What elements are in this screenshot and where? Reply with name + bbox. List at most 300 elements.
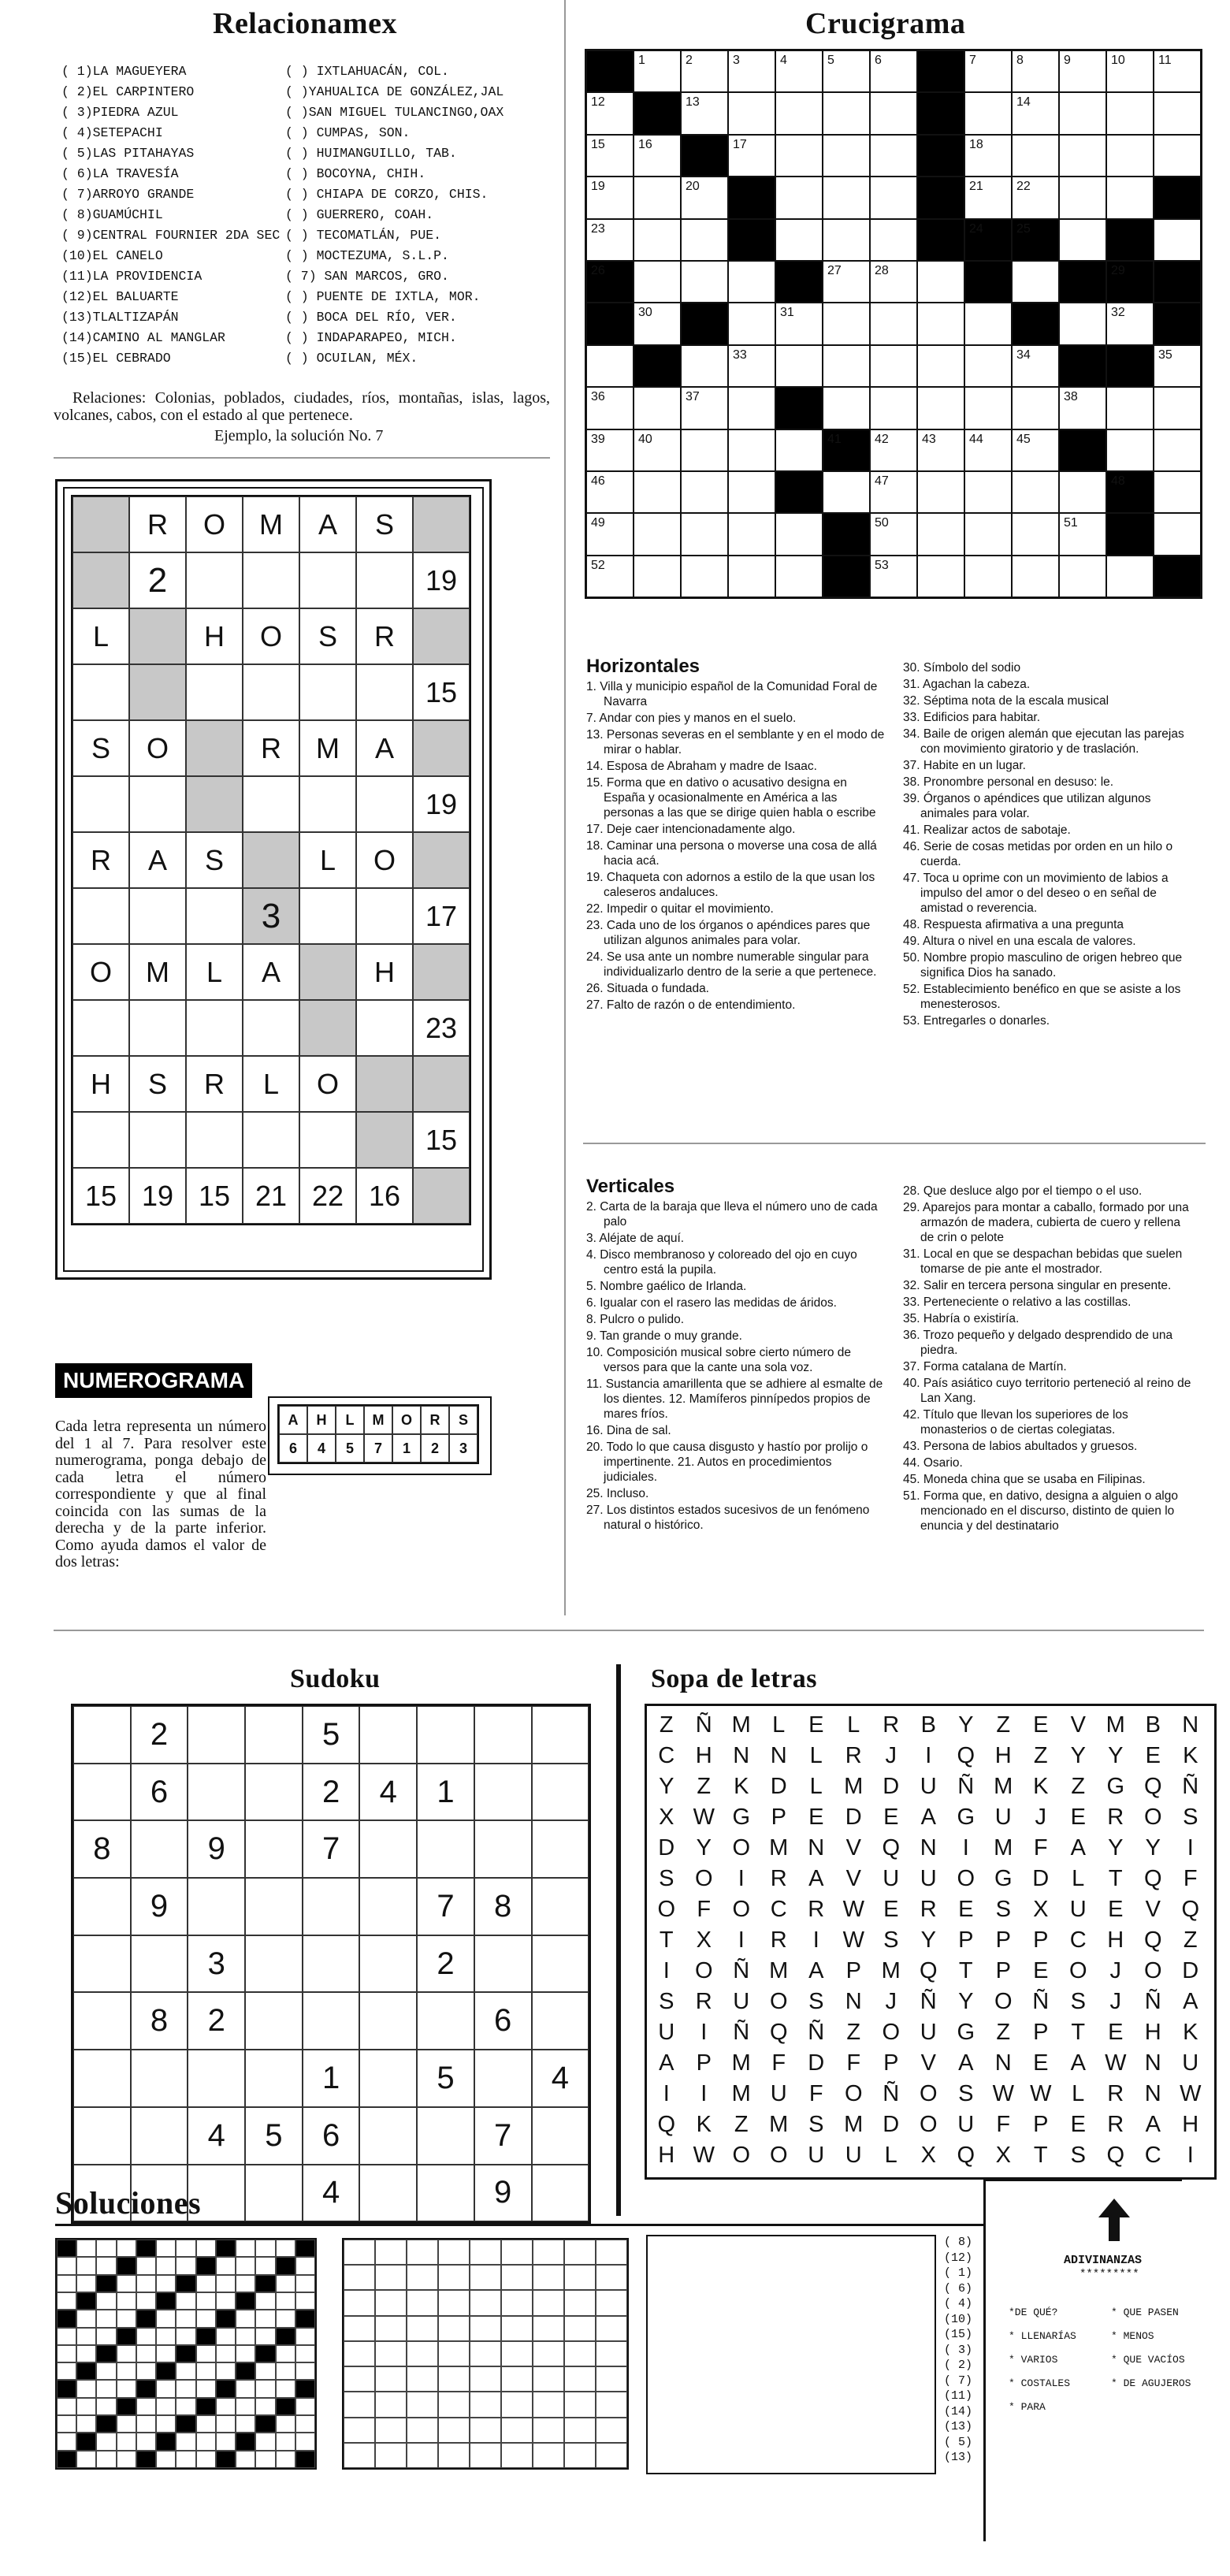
- word-search-letter[interactable]: N: [1144, 2081, 1161, 2106]
- word-search-letter[interactable]: P: [1033, 1927, 1049, 1953]
- crossword-cell[interactable]: [1106, 92, 1154, 134]
- crossword-cell[interactable]: [917, 387, 964, 429]
- crossword-cell[interactable]: [870, 429, 917, 471]
- crossword-cell[interactable]: [728, 513, 775, 555]
- crossword-cell[interactable]: [1059, 556, 1106, 597]
- word-search-letter[interactable]: D: [658, 1835, 675, 1860]
- crossword-cell[interactable]: [728, 92, 775, 134]
- word-search-letter[interactable]: U: [658, 2020, 675, 2045]
- word-search-letter[interactable]: D: [770, 1774, 787, 1799]
- sudoku-cell[interactable]: [245, 1764, 303, 1821]
- word-search-letter[interactable]: Z: [996, 2020, 1011, 2045]
- crossword-cell[interactable]: [1154, 429, 1201, 471]
- crossword-cell[interactable]: [586, 513, 634, 555]
- word-search-letter[interactable]: Y: [1145, 1835, 1161, 1860]
- word-search-letter[interactable]: Y: [1108, 1835, 1124, 1860]
- word-search-letter[interactable]: D: [1182, 1958, 1199, 1983]
- word-search-letter[interactable]: T: [659, 1927, 674, 1953]
- word-search-letter[interactable]: H: [1144, 2020, 1161, 2045]
- word-search-letter[interactable]: F: [808, 2081, 823, 2106]
- word-search-letter[interactable]: F: [1183, 1866, 1198, 1891]
- crossword-cell[interactable]: [823, 219, 870, 261]
- word-search-letter[interactable]: W: [1030, 2081, 1052, 2106]
- word-search-letter[interactable]: J: [1109, 1958, 1121, 1983]
- crossword-cell[interactable]: [917, 513, 964, 555]
- crossword-cell[interactable]: [917, 429, 964, 471]
- word-search-letter[interactable]: U: [733, 1989, 750, 2014]
- word-search-letter[interactable]: E: [1033, 1958, 1049, 1983]
- crossword-cell[interactable]: [1106, 135, 1154, 177]
- word-search-letter[interactable]: Ñ: [920, 1989, 937, 2014]
- word-search-letter[interactable]: W: [693, 2143, 715, 2168]
- word-search-letter[interactable]: V: [1070, 1712, 1086, 1738]
- crossword-cell[interactable]: [728, 261, 775, 303]
- word-search-letter[interactable]: S: [883, 1927, 899, 1953]
- crossword-cell[interactable]: [728, 50, 775, 92]
- word-search-letter[interactable]: P: [883, 2050, 899, 2076]
- word-search-letter[interactable]: C: [770, 1897, 787, 1922]
- sudoku-cell[interactable]: [245, 1935, 303, 1993]
- word-search-letter[interactable]: D: [1032, 1866, 1050, 1891]
- sudoku-cell[interactable]: [73, 1764, 131, 1821]
- crossword-cell[interactable]: [634, 135, 681, 177]
- crossword-cell[interactable]: [728, 556, 775, 597]
- word-search-letter[interactable]: Q: [882, 1835, 901, 1860]
- word-search-letter[interactable]: M: [769, 2112, 789, 2137]
- crossword-cell[interactable]: [964, 177, 1012, 218]
- word-search-letter[interactable]: G: [732, 1805, 751, 1830]
- word-search-letter[interactable]: O: [919, 2081, 938, 2106]
- crossword-cell[interactable]: [1154, 50, 1201, 92]
- word-search-letter[interactable]: E: [1070, 2112, 1086, 2137]
- crossword-cell[interactable]: [1154, 513, 1201, 555]
- word-search-letter[interactable]: M: [731, 2050, 751, 2076]
- word-search-letter[interactable]: I: [925, 1743, 932, 1768]
- word-search-letter[interactable]: U: [1182, 2050, 1199, 2076]
- sudoku-cell[interactable]: [245, 1706, 303, 1764]
- word-search-letter[interactable]: M: [994, 1835, 1013, 1860]
- word-search-letter[interactable]: Ñ: [695, 1712, 712, 1738]
- word-search-letter[interactable]: F: [846, 2050, 861, 2076]
- crossword-cell[interactable]: [1154, 219, 1201, 261]
- sudoku-cell[interactable]: [532, 1992, 589, 2050]
- crossword-cell[interactable]: [1059, 303, 1106, 344]
- crossword-cell[interactable]: [1012, 471, 1059, 513]
- crossword-cell[interactable]: [681, 261, 728, 303]
- word-search-letter[interactable]: H: [658, 2143, 675, 2168]
- sudoku-cell[interactable]: [131, 2050, 188, 2107]
- crossword-cell[interactable]: [775, 92, 823, 134]
- word-search-letter[interactable]: I: [700, 2081, 708, 2106]
- word-search-letter[interactable]: U: [920, 1866, 937, 1891]
- sudoku-cell[interactable]: [73, 1935, 131, 1993]
- word-search-letter[interactable]: L: [1072, 1866, 1085, 1891]
- crossword-cell[interactable]: [1012, 261, 1059, 303]
- word-search-letter[interactable]: Q: [1143, 1927, 1162, 1953]
- word-search-letter[interactable]: O: [994, 1989, 1013, 2014]
- word-search-letter[interactable]: M: [994, 1774, 1013, 1799]
- word-search-letter[interactable]: D: [808, 2050, 825, 2076]
- crossword-cell[interactable]: [1154, 345, 1201, 387]
- crossword-cell[interactable]: [586, 345, 634, 387]
- word-search-letter[interactable]: U: [883, 1866, 900, 1891]
- word-search-letter[interactable]: H: [1107, 1927, 1124, 1953]
- word-search-letter[interactable]: O: [732, 2143, 751, 2168]
- crossword-cell[interactable]: [681, 429, 728, 471]
- word-search-letter[interactable]: C: [1144, 2143, 1161, 2168]
- word-search-letter[interactable]: L: [772, 1712, 786, 1738]
- word-search-letter[interactable]: Z: [1033, 1743, 1048, 1768]
- sudoku-cell[interactable]: [73, 1706, 131, 1764]
- word-search-letter[interactable]: C: [658, 1743, 675, 1768]
- word-search-letter[interactable]: E: [1108, 1897, 1124, 1922]
- word-search-letter[interactable]: B: [1145, 1712, 1161, 1738]
- crossword-cell[interactable]: [728, 387, 775, 429]
- crossword-cell[interactable]: [681, 92, 728, 134]
- word-search-letter[interactable]: W: [842, 1897, 864, 1922]
- word-search-letter[interactable]: Z: [659, 1712, 674, 1738]
- word-search-letter[interactable]: Ñ: [883, 2081, 900, 2106]
- crossword-cell[interactable]: [634, 471, 681, 513]
- crossword-cell[interactable]: [634, 50, 681, 92]
- sudoku-cell[interactable]: [188, 1878, 245, 1935]
- word-search-letter[interactable]: I: [738, 1927, 745, 1953]
- word-search-letter[interactable]: S: [808, 1989, 824, 2014]
- crossword-cell[interactable]: [775, 219, 823, 261]
- crossword-cell[interactable]: [586, 471, 634, 513]
- word-search-letter[interactable]: K: [1033, 1774, 1049, 1799]
- word-search-letter[interactable]: L: [809, 1743, 823, 1768]
- word-search-letter[interactable]: V: [1145, 1897, 1161, 1922]
- word-search-letter[interactable]: X: [995, 2143, 1011, 2168]
- crossword-cell[interactable]: [775, 429, 823, 471]
- word-search-letter[interactable]: E: [808, 1805, 824, 1830]
- word-search-letter[interactable]: G: [957, 2020, 975, 2045]
- word-search-letter[interactable]: F: [996, 2112, 1011, 2137]
- word-search-letter[interactable]: P: [1033, 2112, 1049, 2137]
- word-search-letter[interactable]: P: [958, 1927, 974, 1953]
- sudoku-cell[interactable]: [532, 1764, 589, 1821]
- crossword-cell[interactable]: [823, 471, 870, 513]
- word-search-letter[interactable]: F: [771, 2050, 786, 2076]
- crossword-cell[interactable]: [681, 177, 728, 218]
- word-search-letter[interactable]: W: [1180, 2081, 1202, 2106]
- crossword-cell[interactable]: [1106, 429, 1154, 471]
- crossword-cell[interactable]: [823, 303, 870, 344]
- crossword-cell[interactable]: [1154, 135, 1201, 177]
- word-search-letter[interactable]: O: [957, 1866, 975, 1891]
- word-search-letter[interactable]: K: [1183, 1743, 1198, 1768]
- word-search-letter[interactable]: I: [1187, 1835, 1194, 1860]
- word-search-letter[interactable]: O: [882, 2020, 901, 2045]
- crossword-cell[interactable]: [1012, 387, 1059, 429]
- word-search-letter[interactable]: G: [1106, 1774, 1125, 1799]
- word-search-letter[interactable]: P: [995, 1958, 1011, 1983]
- word-search-letter[interactable]: T: [1033, 2143, 1048, 2168]
- word-search-letter[interactable]: E: [1108, 2020, 1124, 2045]
- crossword-cell[interactable]: [870, 345, 917, 387]
- crossword-cell[interactable]: [870, 471, 917, 513]
- word-search-letter[interactable]: E: [1145, 1743, 1161, 1768]
- word-search-letter[interactable]: Q: [1143, 1774, 1162, 1799]
- word-search-letter[interactable]: Z: [996, 1712, 1011, 1738]
- word-search-letter[interactable]: Ñ: [1144, 1989, 1161, 2014]
- sudoku-cell[interactable]: [73, 2050, 131, 2107]
- sudoku-cell[interactable]: [532, 2165, 589, 2222]
- word-search-letter[interactable]: P: [771, 1805, 786, 1830]
- crossword-cell[interactable]: [775, 345, 823, 387]
- crossword-cell[interactable]: [634, 429, 681, 471]
- sudoku-cell[interactable]: [474, 2050, 532, 2107]
- crossword-cell[interactable]: [1059, 513, 1106, 555]
- word-search-letter[interactable]: A: [1145, 2112, 1161, 2137]
- word-search-letter[interactable]: Y: [659, 1774, 674, 1799]
- word-search-letter[interactable]: T: [1108, 1866, 1123, 1891]
- word-search-letter[interactable]: B: [920, 1712, 936, 1738]
- crossword-cell[interactable]: [775, 177, 823, 218]
- word-search-letter[interactable]: V: [920, 2050, 936, 2076]
- word-search-letter[interactable]: O: [919, 2112, 938, 2137]
- word-search-letter[interactable]: S: [1070, 1989, 1086, 2014]
- word-search-letter[interactable]: R: [695, 1989, 712, 2014]
- word-search-letter[interactable]: Ñ: [1032, 1989, 1050, 2014]
- word-search-letter[interactable]: N: [1144, 2050, 1161, 2076]
- crossword-cell[interactable]: [1059, 92, 1106, 134]
- word-search-letter[interactable]: P: [995, 1927, 1011, 1953]
- crossword-cell[interactable]: [728, 345, 775, 387]
- word-search-letter[interactable]: W: [1105, 2050, 1127, 2076]
- crossword-cell[interactable]: [586, 556, 634, 597]
- word-search-letter[interactable]: Z: [846, 2020, 861, 2045]
- word-search-letter[interactable]: H: [1182, 2112, 1199, 2137]
- word-search-letter[interactable]: O: [844, 2081, 863, 2106]
- word-search-letter[interactable]: J: [1109, 1989, 1121, 2014]
- sudoku-cell[interactable]: [359, 1706, 417, 1764]
- crossword-cell[interactable]: [964, 556, 1012, 597]
- word-search-letter[interactable]: Y: [958, 1989, 974, 2014]
- sudoku-cell[interactable]: [303, 1992, 360, 2050]
- sudoku-cell[interactable]: [131, 2107, 188, 2165]
- sudoku-cell[interactable]: [131, 1935, 188, 1993]
- word-search-letter[interactable]: V: [845, 1835, 861, 1860]
- word-search-letter[interactable]: E: [958, 1897, 974, 1922]
- crossword-cell[interactable]: [728, 429, 775, 471]
- word-search-letter[interactable]: Z: [1071, 1774, 1086, 1799]
- crossword-cell[interactable]: [964, 50, 1012, 92]
- sudoku-cell[interactable]: [73, 1992, 131, 2050]
- word-search-letter[interactable]: Q: [1181, 1897, 1200, 1922]
- crossword-cell[interactable]: [681, 345, 728, 387]
- crossword-cell[interactable]: [586, 92, 634, 134]
- word-search-letter[interactable]: K: [734, 1774, 749, 1799]
- crossword-cell[interactable]: [1106, 303, 1154, 344]
- sudoku-cell[interactable]: [532, 1706, 589, 1764]
- word-search-letter[interactable]: N: [1182, 1712, 1199, 1738]
- word-search-letter[interactable]: E: [1033, 1712, 1049, 1738]
- crossword-cell[interactable]: [681, 219, 728, 261]
- word-search-letter[interactable]: O: [1143, 1958, 1162, 1983]
- crossword-cell[interactable]: [823, 50, 870, 92]
- crossword-cell[interactable]: [1059, 135, 1106, 177]
- crossword-cell[interactable]: [870, 219, 917, 261]
- word-search-letter[interactable]: A: [920, 1805, 936, 1830]
- word-search-letter[interactable]: S: [808, 2112, 824, 2137]
- crossword-cell[interactable]: [634, 556, 681, 597]
- crossword-cell[interactable]: [586, 135, 634, 177]
- word-search-letter[interactable]: O: [694, 1866, 713, 1891]
- sudoku-cell[interactable]: [245, 2165, 303, 2222]
- word-search-letter[interactable]: X: [696, 1927, 712, 1953]
- crossword-cell[interactable]: [681, 387, 728, 429]
- word-search-letter[interactable]: Y: [958, 1712, 974, 1738]
- crossword-cell[interactable]: [775, 303, 823, 344]
- crossword-cell[interactable]: [775, 50, 823, 92]
- word-search-letter[interactable]: V: [845, 1866, 861, 1891]
- word-search-letter[interactable]: O: [1068, 1958, 1087, 1983]
- sudoku-cell[interactable]: [474, 1820, 532, 1878]
- sudoku-cell[interactable]: [245, 2050, 303, 2107]
- crossword-cell[interactable]: [1012, 556, 1059, 597]
- word-search-letter[interactable]: I: [700, 2020, 708, 2045]
- word-search-letter[interactable]: R: [1107, 2081, 1124, 2106]
- crossword-cell[interactable]: [1154, 387, 1201, 429]
- word-search-letter[interactable]: R: [808, 1897, 825, 1922]
- word-search-letter[interactable]: U: [994, 1805, 1012, 1830]
- sudoku-cell[interactable]: [359, 2050, 417, 2107]
- crossword-cell[interactable]: [964, 387, 1012, 429]
- word-search-letter[interactable]: A: [808, 1866, 824, 1891]
- word-search-letter[interactable]: T: [958, 1958, 973, 1983]
- word-search-letter[interactable]: O: [769, 2143, 788, 2168]
- sudoku-cell[interactable]: [474, 1764, 532, 1821]
- word-search-letter[interactable]: Y: [696, 1835, 712, 1860]
- crossword-cell[interactable]: [823, 261, 870, 303]
- word-search-letter[interactable]: Q: [657, 2112, 676, 2137]
- sudoku-cell[interactable]: [188, 1764, 245, 1821]
- word-search-letter[interactable]: O: [694, 1958, 713, 1983]
- word-search-letter[interactable]: O: [1143, 1805, 1162, 1830]
- crossword-cell[interactable]: [1012, 513, 1059, 555]
- word-search-letter[interactable]: Q: [919, 1958, 938, 1983]
- crossword-cell[interactable]: [917, 471, 964, 513]
- crossword-cell[interactable]: [823, 177, 870, 218]
- crossword-cell[interactable]: [870, 92, 917, 134]
- crossword-cell[interactable]: [964, 471, 1012, 513]
- word-search-letter[interactable]: S: [995, 1897, 1011, 1922]
- crossword-cell[interactable]: [634, 513, 681, 555]
- word-search-letter[interactable]: U: [920, 1774, 937, 1799]
- crossword-cell[interactable]: [823, 387, 870, 429]
- sudoku-cell[interactable]: [359, 1935, 417, 1993]
- sudoku-cell[interactable]: [417, 2165, 474, 2222]
- word-search-letter[interactable]: I: [663, 1958, 670, 1983]
- word-search-letter[interactable]: P: [1033, 2020, 1049, 2045]
- crossword-cell[interactable]: [870, 135, 917, 177]
- crossword-cell[interactable]: [870, 303, 917, 344]
- word-search-letter[interactable]: A: [958, 2050, 974, 2076]
- word-search-letter[interactable]: U: [845, 2143, 862, 2168]
- crossword-cell[interactable]: [1106, 177, 1154, 218]
- word-search-letter[interactable]: D: [883, 1774, 900, 1799]
- crossword-cell[interactable]: [1059, 50, 1106, 92]
- crossword-cell[interactable]: [1059, 471, 1106, 513]
- crossword-cell[interactable]: [823, 92, 870, 134]
- word-search-letter[interactable]: U: [920, 2020, 937, 2045]
- crossword-cell[interactable]: [728, 303, 775, 344]
- sudoku-cell[interactable]: [532, 1820, 589, 1878]
- sudoku-cell[interactable]: [417, 1820, 474, 1878]
- word-search-letter[interactable]: J: [885, 1989, 897, 2014]
- sudoku-cell[interactable]: [532, 2107, 589, 2165]
- sudoku-cell[interactable]: [474, 1706, 532, 1764]
- word-search-letter[interactable]: G: [994, 1866, 1013, 1891]
- word-search-letter[interactable]: K: [1183, 2020, 1198, 2045]
- word-search-letter[interactable]: N: [770, 1743, 787, 1768]
- word-search-letter[interactable]: C: [1069, 1927, 1087, 1953]
- crossword-cell[interactable]: [823, 345, 870, 387]
- sudoku-cell[interactable]: [417, 1706, 474, 1764]
- word-search-letter[interactable]: M: [844, 2112, 864, 2137]
- word-search-letter[interactable]: Ñ: [808, 2020, 825, 2045]
- sudoku-cell[interactable]: [188, 1706, 245, 1764]
- word-search-letter[interactable]: L: [884, 2143, 897, 2168]
- sudoku-cell[interactable]: [417, 1992, 474, 2050]
- word-search-letter[interactable]: Y: [920, 1927, 936, 1953]
- crossword-cell[interactable]: [634, 261, 681, 303]
- word-search-letter[interactable]: U: [1069, 1897, 1087, 1922]
- word-search-letter[interactable]: Q: [1143, 1866, 1162, 1891]
- word-search-letter[interactable]: M: [731, 2081, 751, 2106]
- crossword-cell[interactable]: [1059, 177, 1106, 218]
- word-search-letter[interactable]: Ñ: [733, 1958, 750, 1983]
- word-search-letter[interactable]: N: [845, 1989, 862, 2014]
- crossword-cell[interactable]: [634, 219, 681, 261]
- crossword-cell[interactable]: [634, 387, 681, 429]
- word-search-letter[interactable]: I: [663, 2081, 670, 2106]
- sudoku-cell[interactable]: [303, 1935, 360, 1993]
- word-search-letter[interactable]: I: [738, 1866, 745, 1891]
- word-search-letter[interactable]: H: [695, 1743, 712, 1768]
- word-search-letter[interactable]: O: [732, 1835, 751, 1860]
- crossword-cell[interactable]: [1106, 387, 1154, 429]
- word-search-letter[interactable]: A: [1183, 1989, 1198, 2014]
- sudoku-cell[interactable]: [359, 1820, 417, 1878]
- word-search-letter[interactable]: R: [845, 1743, 862, 1768]
- crossword-cell[interactable]: [870, 177, 917, 218]
- word-search-letter[interactable]: Q: [957, 2143, 975, 2168]
- word-search-letter[interactable]: E: [1070, 1805, 1086, 1830]
- word-search-letter[interactable]: N: [733, 1743, 750, 1768]
- sudoku-cell[interactable]: [131, 1820, 188, 1878]
- word-search-letter[interactable]: N: [994, 2050, 1012, 2076]
- word-search-letter[interactable]: S: [659, 1989, 674, 2014]
- word-search-letter[interactable]: E: [883, 1897, 899, 1922]
- word-search-letter[interactable]: Ñ: [733, 2020, 750, 2045]
- word-search-letter[interactable]: R: [770, 1866, 787, 1891]
- word-search-letter[interactable]: O: [732, 1897, 751, 1922]
- word-search-letter[interactable]: Z: [697, 1774, 712, 1799]
- word-search-letter[interactable]: S: [1070, 2143, 1086, 2168]
- word-search-letter[interactable]: W: [992, 2081, 1014, 2106]
- word-search-letter[interactable]: R: [920, 1897, 937, 1922]
- word-search-letter[interactable]: Z: [734, 2112, 749, 2137]
- word-search-letter[interactable]: M: [769, 1835, 789, 1860]
- sudoku-cell[interactable]: [73, 1878, 131, 1935]
- crossword-cell[interactable]: [681, 556, 728, 597]
- word-search-letter[interactable]: I: [962, 1835, 969, 1860]
- crossword-cell[interactable]: [1012, 135, 1059, 177]
- crossword-cell[interactable]: [634, 303, 681, 344]
